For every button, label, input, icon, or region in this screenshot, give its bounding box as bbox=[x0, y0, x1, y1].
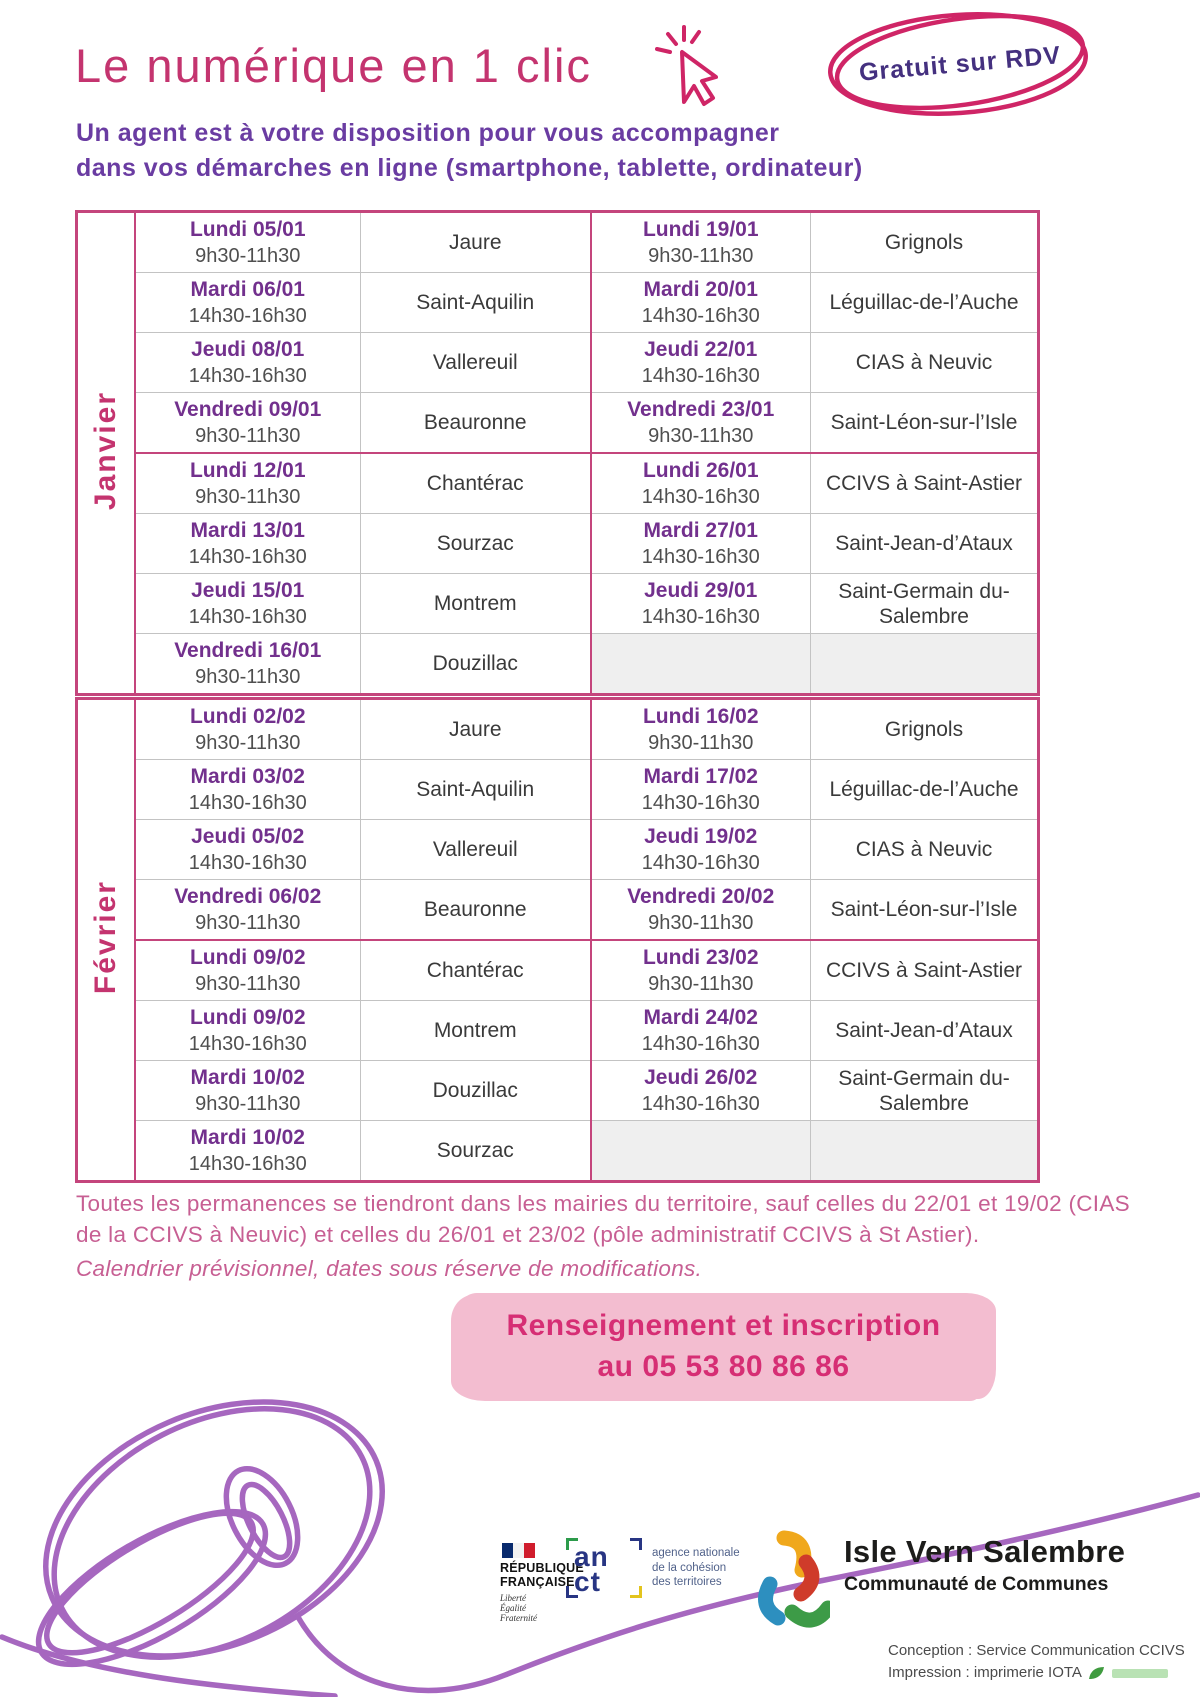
date-cell bbox=[591, 1061, 811, 1121]
session-date: Mardi 27/01 bbox=[643, 518, 758, 542]
date-cell bbox=[591, 333, 811, 393]
session-date: Lundi 26/01 bbox=[642, 458, 759, 482]
schedule-row bbox=[77, 1001, 1039, 1061]
date-cell bbox=[135, 760, 361, 820]
session-place: Vallereuil bbox=[432, 838, 518, 861]
place-cell bbox=[361, 1121, 591, 1182]
print-credits bbox=[888, 1640, 1185, 1684]
place-cell bbox=[361, 1061, 591, 1121]
schedule-row bbox=[77, 1061, 1039, 1121]
session-date: Jeudi 29/01 bbox=[644, 578, 758, 602]
session-date: Mardi 17/02 bbox=[643, 764, 758, 788]
anct-glyph-ct: ct bbox=[574, 1566, 601, 1597]
page-title: Le numérique en 1 clic bbox=[75, 39, 592, 92]
session-time: 14h30-16h30 bbox=[641, 851, 760, 874]
anct-monogram bbox=[566, 1538, 642, 1598]
session-date: Jeudi 19/02 bbox=[644, 824, 758, 848]
session-place: Vallereuil bbox=[432, 351, 518, 374]
rf-name-line2: FRANÇAISE bbox=[500, 1575, 575, 1589]
session-date: Vendredi 06/02 bbox=[174, 884, 322, 908]
date-cell bbox=[135, 699, 361, 760]
session-date: Mardi 10/02 bbox=[190, 1125, 305, 1149]
corner-mark-icon bbox=[630, 1538, 642, 1550]
place-cell bbox=[811, 514, 1039, 574]
session-place: Saint-Jean-d’Ataux bbox=[835, 532, 1013, 555]
session-date: Mardi 06/01 bbox=[190, 277, 305, 301]
session-place: Saint-Aquilin bbox=[416, 291, 535, 314]
date-cell bbox=[135, 1121, 361, 1182]
place-cell bbox=[361, 699, 591, 760]
place-cell bbox=[811, 574, 1039, 634]
rdv-badge bbox=[824, 4, 1096, 124]
session-time: 14h30-16h30 bbox=[188, 1152, 307, 1175]
place-cell bbox=[361, 634, 591, 695]
session-place: Douzillac bbox=[432, 652, 518, 675]
session-time: 14h30-16h30 bbox=[188, 1032, 307, 1055]
place-cell bbox=[811, 393, 1039, 454]
date-cell bbox=[135, 940, 361, 1001]
schedule-row bbox=[77, 699, 1039, 760]
schedule-row bbox=[77, 760, 1039, 820]
session-place: Grignols bbox=[884, 231, 964, 254]
credit-impression: Impression : imprimerie IOTA bbox=[888, 1664, 1082, 1681]
session-place: Léguillac-de-l’Auche bbox=[829, 291, 1019, 314]
session-date: Mardi 20/01 bbox=[643, 277, 758, 301]
place-cell bbox=[811, 1061, 1039, 1121]
session-time: 14h30-16h30 bbox=[641, 1092, 760, 1115]
session-time: 14h30-16h30 bbox=[188, 364, 307, 387]
place-cell bbox=[811, 453, 1039, 514]
subtitle bbox=[76, 116, 863, 186]
session-place: CIAS à Neuvic bbox=[855, 838, 993, 861]
session-place: Douzillac bbox=[432, 1079, 518, 1102]
place-cell bbox=[361, 514, 591, 574]
place-cell bbox=[361, 333, 591, 393]
schedule-table-fevrier bbox=[75, 697, 1040, 1183]
place-cell bbox=[811, 1001, 1039, 1061]
session-date: Jeudi 15/01 bbox=[191, 578, 305, 602]
click-cursor-icon bbox=[648, 22, 726, 119]
date-cell bbox=[135, 393, 361, 454]
date-cell bbox=[591, 574, 811, 634]
schedule-row bbox=[77, 940, 1039, 1001]
place-cell bbox=[811, 880, 1039, 941]
session-date: Lundi 09/02 bbox=[189, 945, 306, 969]
session-place: Jaure bbox=[448, 718, 502, 741]
session-date: Lundi 02/02 bbox=[189, 704, 306, 728]
session-time: 9h30-11h30 bbox=[195, 665, 301, 688]
schedule-row bbox=[77, 1121, 1039, 1182]
session-place: Grignols bbox=[884, 718, 964, 741]
session-place: Montrem bbox=[433, 592, 517, 615]
session-date: Lundi 09/02 bbox=[189, 1005, 306, 1029]
session-time: 9h30-11h30 bbox=[648, 911, 754, 934]
place-cell bbox=[361, 820, 591, 880]
session-time: 14h30-16h30 bbox=[641, 304, 760, 327]
session-date: Lundi 19/01 bbox=[642, 217, 759, 241]
date-cell bbox=[591, 514, 811, 574]
credit-conception: Conception : Service Communication CCIVS bbox=[888, 1642, 1185, 1659]
schedule-row bbox=[77, 453, 1039, 514]
session-date: Vendredi 20/02 bbox=[627, 884, 775, 908]
month-label: Janvier bbox=[77, 212, 135, 695]
session-time: 14h30-16h30 bbox=[188, 851, 307, 874]
schedule-row bbox=[77, 880, 1039, 941]
place-cell bbox=[811, 760, 1039, 820]
date-cell bbox=[135, 820, 361, 880]
rf-motto-liberte: Liberté bbox=[500, 1593, 526, 1603]
ivs-subtitle: Communauté de Communes bbox=[844, 1573, 1109, 1595]
imprim-vert-leaf-icon bbox=[1088, 1665, 1106, 1681]
session-time: 14h30-16h30 bbox=[188, 545, 307, 568]
session-date: Jeudi 08/01 bbox=[191, 337, 305, 361]
notes-text: Toutes les permanences se tiendront dans les mairies du territoire, sauf celles du 22/01 et 19/02 (CIAS de la CCIVS à Neuvic) et celles du 26/01 et 23/02 (pôle administratif CCIVS à St Astier). bbox=[76, 1191, 1130, 1247]
place-cell bbox=[361, 453, 591, 514]
date-cell bbox=[591, 940, 811, 1001]
session-date: Mardi 03/02 bbox=[190, 764, 305, 788]
session-date: Jeudi 22/01 bbox=[644, 337, 758, 361]
session-time: 9h30-11h30 bbox=[648, 972, 754, 995]
badge-label: Gratuit sur RDV bbox=[857, 40, 1063, 87]
schedule-row bbox=[77, 273, 1039, 333]
session-time: 9h30-11h30 bbox=[195, 485, 301, 508]
isle-vern-salembre-logo bbox=[748, 1528, 1125, 1636]
place-cell bbox=[811, 699, 1039, 760]
date-cell bbox=[135, 273, 361, 333]
corner-mark-icon bbox=[630, 1586, 642, 1598]
place-cell bbox=[811, 940, 1039, 1001]
session-time: 14h30-16h30 bbox=[188, 304, 307, 327]
session-time: 14h30-16h30 bbox=[641, 545, 760, 568]
session-place: Saint-Germain du-Salembre bbox=[838, 579, 1010, 628]
place-cell bbox=[811, 1121, 1039, 1182]
month-label: Février bbox=[77, 699, 135, 1182]
place-cell bbox=[361, 940, 591, 1001]
place-cell bbox=[361, 273, 591, 333]
place-cell bbox=[811, 820, 1039, 880]
notes-disclaimer: Calendrier prévisionnel, dates sous réserve de modifications. bbox=[76, 1256, 703, 1281]
date-cell bbox=[591, 760, 811, 820]
session-date: Lundi 12/01 bbox=[189, 458, 306, 482]
anct-desc-line2: de la cohésion bbox=[652, 1561, 727, 1574]
corner-mark-icon bbox=[566, 1538, 578, 1550]
session-place: Saint-Léon-sur-l’Isle bbox=[830, 898, 1018, 921]
session-place: Saint-Aquilin bbox=[416, 778, 535, 801]
place-cell bbox=[361, 1001, 591, 1061]
session-date: Vendredi 16/01 bbox=[174, 638, 322, 662]
session-time: 14h30-16h30 bbox=[641, 364, 760, 387]
date-cell bbox=[135, 333, 361, 393]
date-cell bbox=[591, 393, 811, 454]
session-date: Mardi 24/02 bbox=[643, 1005, 758, 1029]
session-time: 14h30-16h30 bbox=[641, 1032, 760, 1055]
schedule-row bbox=[77, 212, 1039, 273]
schedule-row bbox=[77, 574, 1039, 634]
session-time: 9h30-11h30 bbox=[195, 911, 301, 934]
schedule-table-janvier bbox=[75, 210, 1040, 696]
anct-glyph-an: an bbox=[574, 1541, 609, 1572]
session-date: Jeudi 05/02 bbox=[191, 824, 305, 848]
place-cell bbox=[811, 333, 1039, 393]
schedule-row bbox=[77, 820, 1039, 880]
session-date: Lundi 05/01 bbox=[189, 217, 306, 241]
session-place: Sourzac bbox=[436, 1139, 514, 1162]
schedule-row bbox=[77, 333, 1039, 393]
session-time: 14h30-16h30 bbox=[641, 791, 760, 814]
date-cell bbox=[591, 820, 811, 880]
subtitle-line2: dans vos démarches en ligne (smartphone, tablette, ordinateur) bbox=[76, 154, 863, 182]
session-date: Vendredi 23/01 bbox=[627, 397, 775, 421]
date-cell bbox=[591, 1121, 811, 1182]
session-place: Léguillac-de-l’Auche bbox=[829, 778, 1019, 801]
schedule-row bbox=[77, 634, 1039, 695]
session-date: Mardi 10/02 bbox=[190, 1065, 305, 1089]
session-place: Beauronne bbox=[423, 411, 527, 434]
session-date: Vendredi 09/01 bbox=[174, 397, 322, 421]
session-place: CCIVS à Saint-Astier bbox=[825, 959, 1023, 982]
session-place: Saint-Germain du-Salembre bbox=[838, 1066, 1010, 1115]
session-date: Lundi 23/02 bbox=[642, 945, 759, 969]
session-time: 14h30-16h30 bbox=[188, 791, 307, 814]
session-place: Sourzac bbox=[436, 532, 514, 555]
session-time: 9h30-11h30 bbox=[195, 244, 301, 267]
date-cell bbox=[591, 699, 811, 760]
ivs-pinwheel-icon bbox=[748, 1528, 830, 1636]
date-cell bbox=[135, 212, 361, 273]
place-cell bbox=[811, 273, 1039, 333]
ivs-name: Isle Vern Salembre bbox=[844, 1534, 1126, 1569]
session-place: Chantérac bbox=[426, 959, 524, 982]
date-cell bbox=[135, 1061, 361, 1121]
date-cell bbox=[135, 574, 361, 634]
session-date: Mardi 13/01 bbox=[190, 518, 305, 542]
session-place: CIAS à Neuvic bbox=[855, 351, 993, 374]
session-time: 14h30-16h30 bbox=[641, 485, 760, 508]
session-time: 14h30-16h30 bbox=[188, 605, 307, 628]
session-time: 9h30-11h30 bbox=[195, 731, 301, 754]
date-cell bbox=[591, 880, 811, 941]
place-cell bbox=[361, 880, 591, 941]
date-cell bbox=[591, 1001, 811, 1061]
session-time: 9h30-11h30 bbox=[195, 972, 301, 995]
imprim-vert-logo bbox=[1112, 1669, 1168, 1678]
date-cell bbox=[135, 514, 361, 574]
corner-mark-icon bbox=[566, 1586, 578, 1598]
session-place: Jaure bbox=[448, 231, 502, 254]
session-place: Saint-Léon-sur-l’Isle bbox=[830, 411, 1018, 434]
contact-phone: au 05 53 80 86 86 bbox=[597, 1350, 850, 1383]
session-place: Chantérac bbox=[426, 472, 524, 495]
session-time: 9h30-11h30 bbox=[648, 424, 754, 447]
date-cell bbox=[135, 880, 361, 941]
date-cell bbox=[591, 634, 811, 695]
contact-line1: Renseignement et inscription bbox=[506, 1309, 941, 1342]
schedule-row bbox=[77, 514, 1039, 574]
rf-motto-egalite: Égalité bbox=[500, 1603, 526, 1613]
subtitle-line1: Un agent est à votre disposition pour vous accompagner bbox=[76, 119, 780, 147]
date-cell bbox=[591, 212, 811, 273]
date-cell bbox=[135, 453, 361, 514]
french-flag-icon bbox=[502, 1543, 536, 1558]
place-cell bbox=[361, 212, 591, 273]
place-cell bbox=[361, 393, 591, 454]
rf-motto-fraternite: Fraternité bbox=[500, 1613, 537, 1623]
session-place: Montrem bbox=[433, 1019, 517, 1042]
session-time: 9h30-11h30 bbox=[195, 1092, 301, 1115]
schedule-row bbox=[77, 393, 1039, 454]
session-time: 9h30-11h30 bbox=[648, 244, 754, 267]
session-time: 9h30-11h30 bbox=[195, 424, 301, 447]
anct-desc-line1: agence nationale bbox=[652, 1547, 740, 1559]
date-cell bbox=[135, 634, 361, 695]
session-date: Lundi 16/02 bbox=[642, 704, 759, 728]
session-time: 9h30-11h30 bbox=[648, 731, 754, 754]
date-cell bbox=[591, 453, 811, 514]
place-cell bbox=[361, 574, 591, 634]
date-cell bbox=[591, 273, 811, 333]
place-cell bbox=[811, 634, 1039, 695]
date-cell bbox=[135, 1001, 361, 1061]
session-place: Beauronne bbox=[423, 898, 527, 921]
session-date: Jeudi 26/02 bbox=[644, 1065, 758, 1089]
session-place: CCIVS à Saint-Astier bbox=[825, 472, 1023, 495]
anct-desc-line3: des territoires bbox=[652, 1576, 722, 1588]
place-cell bbox=[361, 760, 591, 820]
place-cell bbox=[811, 212, 1039, 273]
rf-name-line1: RÉPUBLIQUE bbox=[500, 1561, 584, 1575]
session-time: 14h30-16h30 bbox=[641, 605, 760, 628]
session-place: Saint-Jean-d’Ataux bbox=[835, 1019, 1013, 1042]
anct-logo bbox=[566, 1538, 740, 1598]
